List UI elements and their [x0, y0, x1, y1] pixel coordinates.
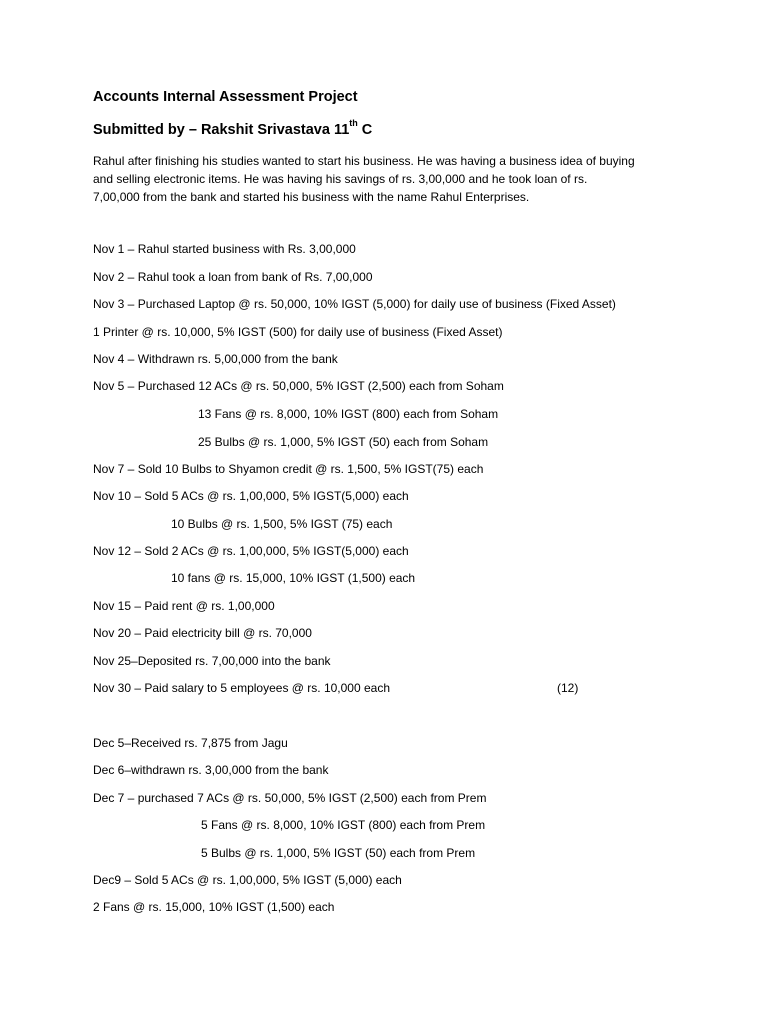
entry-line: 25 Bulbs @ rs. 1,000, 5% IGST (50) each from Soham [198, 435, 489, 449]
intro-line: and selling electronic items. He was having his savings of rs. 3,00,000 and he took loan of rs. [93, 172, 588, 186]
entry-line: Dec 6–withdrawn rs. 3,00,000 from the bank [93, 763, 329, 777]
submitted-prefix: Submitted by – Rakshit Srivastava 11 [93, 122, 350, 138]
entry-line: Nov 30 – Paid salary to 5 employees @ rs. 10,000 each [93, 681, 391, 695]
entry-line: Nov 10 – Sold 5 ACs @ rs. 1,00,000, 5% IGST(5,000) each [93, 489, 409, 503]
entry-line: Nov 5 – Purchased 12 ACs @ rs. 50,000, 5% IGST (2,500) each from Soham [93, 379, 504, 393]
entry-line: Nov 7 – Sold 10 Bulbs to Shyamon credit @ rs. 1,500, 5% IGST(75) each [93, 462, 484, 476]
entry-line: Nov 25–Deposited rs. 7,00,000 into the bank [93, 654, 331, 668]
intro-line: Rahul after finishing his studies wanted to start his business. He was having a business idea of buying [93, 154, 635, 168]
entry-line: Dec9 – Sold 5 ACs @ rs. 1,00,000, 5% IGST (5,000) each [93, 873, 402, 887]
entry-line: 13 Fans @ rs. 8,000, 10% IGST (800) each from Soham [198, 407, 499, 421]
entry-line: Nov 2 – Rahul took a loan from bank of Rs. 7,00,000 [93, 270, 373, 284]
entry-line: 2 Fans @ rs. 15,000, 10% IGST (1,500) each [93, 900, 335, 914]
entry-line: Nov 4 – Withdrawn rs. 5,00,000 from the bank [93, 352, 338, 366]
entry-line: Nov 15 – Paid rent @ rs. 1,00,000 [93, 599, 275, 613]
submitted-superscript: th [349, 118, 358, 129]
entry-line: 10 fans @ rs. 15,000, 10% IGST (1,500) each [171, 571, 416, 585]
submitted-by [93, 118, 373, 138]
entry-line: Dec 5–Received rs. 7,875 from Jagu [93, 736, 288, 750]
marks-label: (12) [557, 681, 579, 695]
entry-line: 5 Fans @ rs. 8,000, 10% IGST (800) each from Prem [201, 818, 486, 832]
entry-line: Nov 3 – Purchased Laptop @ rs. 50,000, 10% IGST (5,000) for daily use of business (Fixed Asset) [93, 297, 616, 311]
entry-line: Nov 20 – Paid electricity bill @ rs. 70,000 [93, 626, 312, 640]
submitted-suffix: C [357, 122, 373, 138]
entry-line: 1 Printer @ rs. 10,000, 5% IGST (500) for daily use of business (Fixed Asset) [93, 325, 503, 339]
document-title: Accounts Internal Assessment Project [93, 89, 358, 105]
entry-line: 5 Bulbs @ rs. 1,000, 5% IGST (50) each from Prem [201, 846, 476, 860]
intro-paragraph [93, 152, 693, 206]
entry-line: Nov 1 – Rahul started business with Rs. 3,00,000 [93, 242, 356, 256]
entry-line: Nov 12 – Sold 2 ACs @ rs. 1,00,000, 5% IGST(5,000) each [93, 544, 409, 558]
intro-line: 7,00,000 from the bank and started his business with the name Rahul Enterprises. [93, 190, 530, 204]
entry-line: Dec 7 – purchased 7 ACs @ rs. 50,000, 5% IGST (2,500) each from Prem [93, 791, 487, 805]
entry-line: 10 Bulbs @ rs. 1,500, 5% IGST (75) each [171, 517, 393, 531]
